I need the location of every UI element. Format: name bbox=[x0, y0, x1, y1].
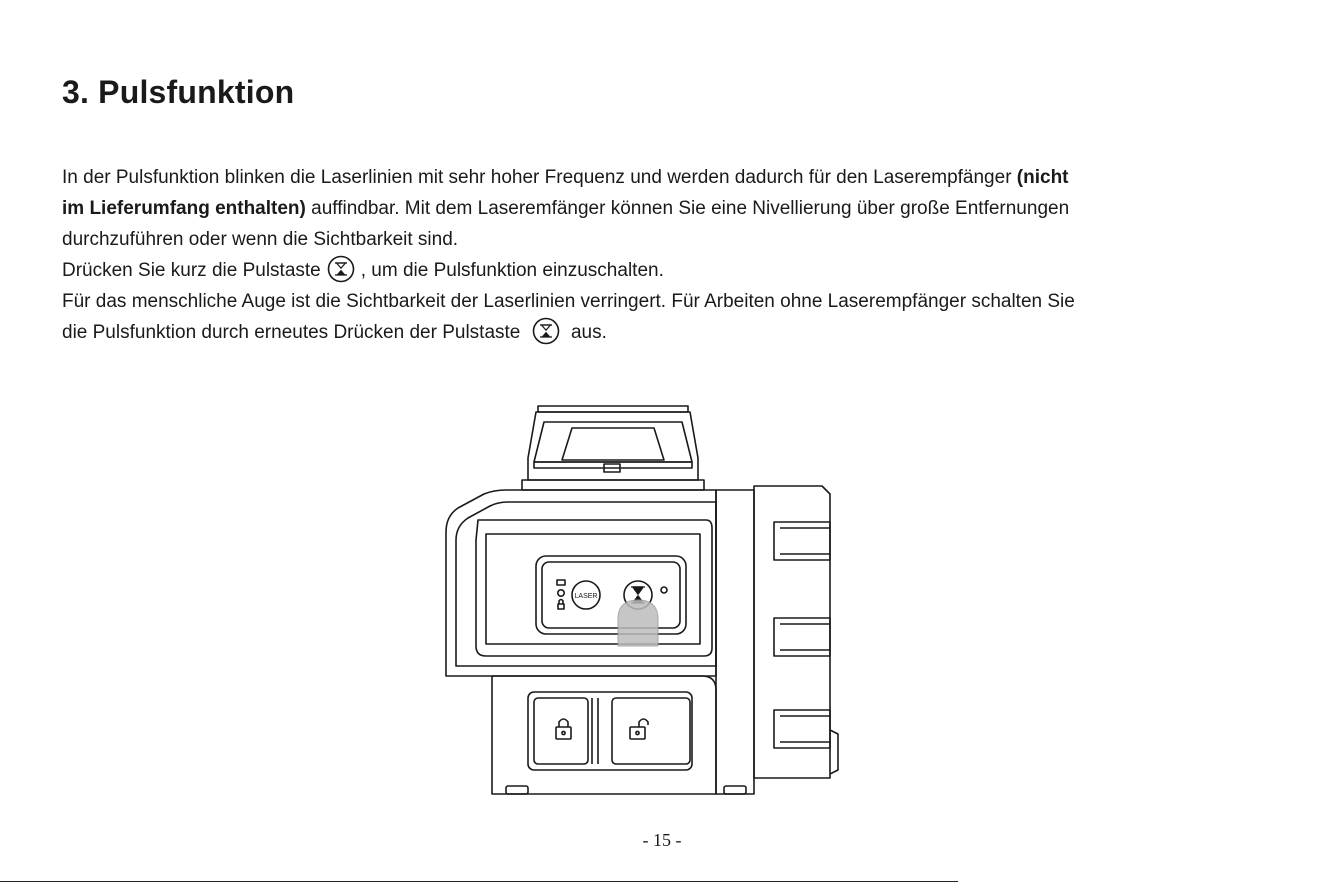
pulse-button-icon bbox=[325, 255, 357, 283]
note-not-included-start: (nicht bbox=[1016, 167, 1069, 188]
laser-head bbox=[522, 406, 704, 490]
laser-button-label: LASER bbox=[574, 593, 598, 600]
lock-section bbox=[492, 676, 746, 794]
text-line-4: Drücken Sie kurz die Pulstaste , um die Pulsfunktion einzuschalten. bbox=[62, 255, 1262, 286]
finger-press bbox=[618, 600, 658, 646]
footer-rule bbox=[0, 881, 958, 882]
laser-level-illustration bbox=[436, 400, 846, 800]
lock-button bbox=[534, 698, 588, 764]
lock-icon bbox=[556, 719, 571, 739]
indicator-led-icon bbox=[661, 587, 667, 593]
unlock-button bbox=[612, 698, 690, 764]
device-body bbox=[446, 490, 716, 676]
note-not-included-end: im Lieferumfang enthalten) bbox=[62, 198, 306, 219]
battery-icon bbox=[557, 580, 565, 585]
page-number: - 15 - bbox=[642, 830, 682, 850]
text-line-3: durchzuführen oder wenn die Sichtbarkeit sind. bbox=[62, 229, 459, 250]
device-side-panel bbox=[716, 486, 838, 794]
text-line-1: In der Pulsfunktion blinken die Laserlinien mit sehr hoher Frequenz und werden dadurch für den Laserempfänger (nicht bbox=[62, 167, 1069, 188]
page-title: 3. Pulsfunktion bbox=[62, 74, 295, 110]
text-line-6: die Pulsfunktion durch erneutes Drücken der Pulstaste aus. bbox=[62, 317, 1262, 348]
unlock-icon bbox=[630, 719, 648, 739]
text-line-5: Für das menschliche Auge ist die Sichtbarkeit der Laserlinien verringert. Für Arbeiten ohne Laserempfänger schalten Sie bbox=[62, 291, 1075, 312]
pulse-button-icon bbox=[530, 317, 562, 345]
pulse-description bbox=[62, 162, 1262, 348]
text-line-2: im Lieferumfang enthalten) auffindbar. Mit dem Laseremfänger können Sie eine Nivellierung über große Entfernungen bbox=[62, 198, 1070, 219]
control-panel bbox=[536, 556, 686, 634]
